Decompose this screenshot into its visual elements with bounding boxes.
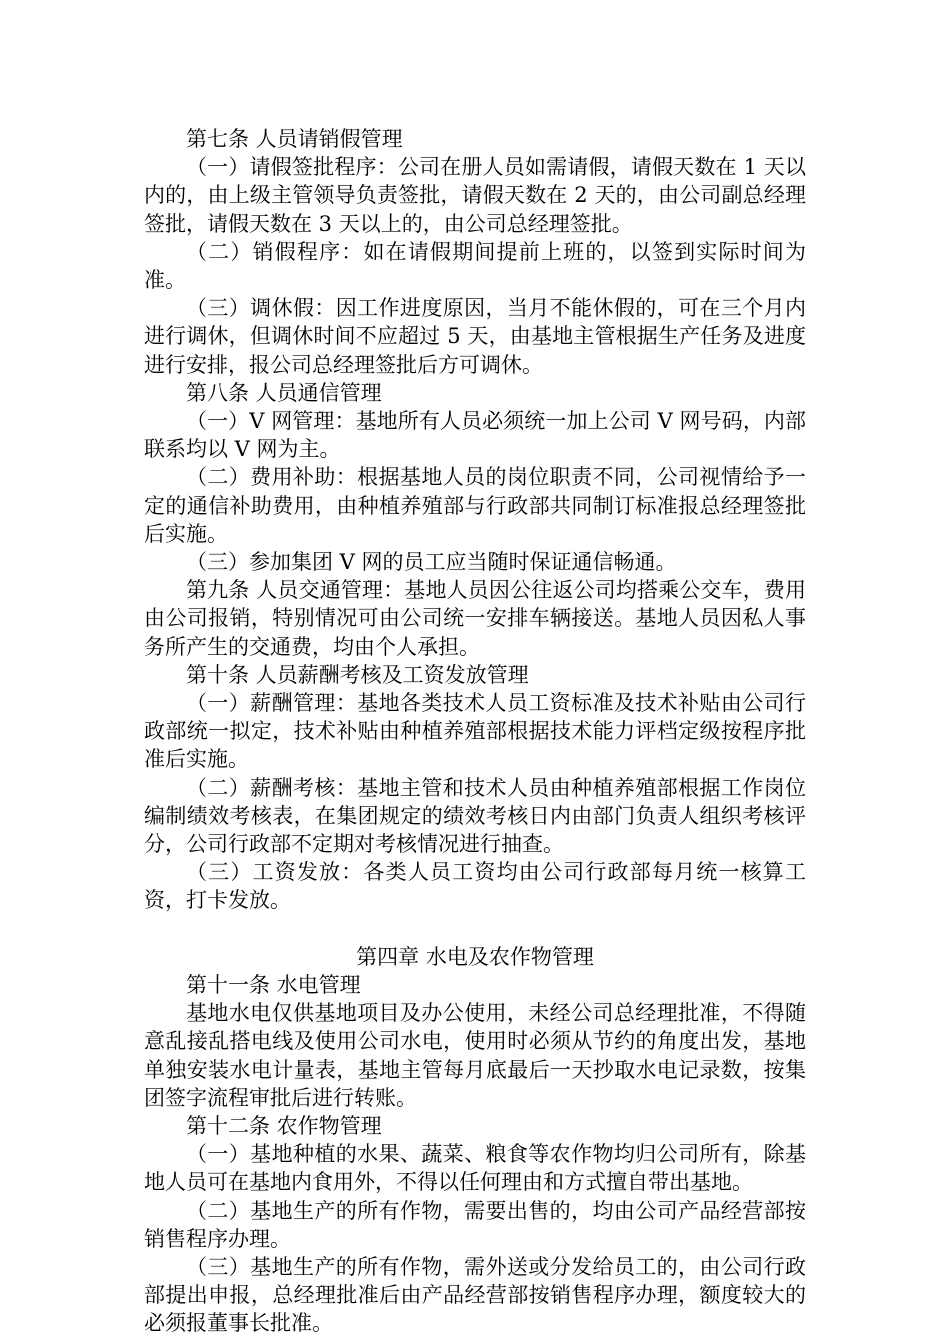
article-10-clause-3: （三）工资发放：各类人员工资均由公司行政部每月统一核算工资，打卡发放。 xyxy=(144,860,806,913)
article-7-clause-3: （三）调休假：因工作进度原因，当月不能休假的，可在三个月内进行调休，但调休时间不应超过 5 天，由基地主管根据生产任务及进度进行安排，报公司总经理签批后方可调休。 xyxy=(144,296,806,377)
article-8-clause-1: （一）V 网管理：基地所有人员必须统一加上公司 V 网号码，内部联系均以 V 网为主。 xyxy=(144,409,806,462)
article-7-clause-1: （一）请假签批程序：公司在册人员如需请假，请假天数在 1 天以内的，由上级主管领导负责签批，请假天数在 2 天的，由公司副总经理签批，请假天数在 3 天以上的，由公司总经理签批。 xyxy=(144,155,806,236)
article-11-body: 基地水电仅供基地项目及办公使用，未经公司总经理批准，不得随意乱接乱搭电线及使用公司水电，使用时必须从节约的角度出发，基地单独安装水电计量表，基地主管每月底最后一天抄取水电记录数，按集团签字流程审批后进行转账。 xyxy=(144,1001,806,1110)
article-8-clause-3: （三）参加集团 V 网的员工应当随时保证通信畅通。 xyxy=(186,550,677,575)
article-7-heading: 第七条 人员请销假管理 xyxy=(186,127,403,151)
chapter-4-title: 第四章 水电及农作物管理 xyxy=(356,944,594,969)
article-10-clause-2: （二）薪酬考核：基地主管和技术人员由种植养殖部根据工作岗位编制绩效考核表，在集团规定的绩效考核日内由部门负责人组织考核评分，公司行政部不定期对考核情况进行抽查。 xyxy=(144,775,806,857)
article-10-clause-1: （一）薪酬管理：基地各类技术人员工资标准及技术补贴由公司行政部统一拟定，技术补贴由种植养殖部根据技术能力评档定级按程序批准后实施。 xyxy=(144,691,806,772)
article-12-clause-2: （二）基地生产的所有作物，需要出售的，均由公司产品经营部按销售程序办理。 xyxy=(144,1198,806,1251)
article-9: 第九条 人员交通管理：基地人员因公往返公司均搭乘公交车，费用由公司报销，特别情况可由公司统一安排车辆接送。基地人员因私人事务所产生的交通费，均由个人承担。 xyxy=(144,578,806,659)
document-body xyxy=(144,125,806,1338)
article-11-heading: 第十一条 水电管理 xyxy=(186,972,361,997)
article-12-clause-1: （一）基地种植的水果、蔬菜、粮食等农作物均归公司所有，除基地人员可在基地内食用外，不得以任何理由和方式擅自带出基地。 xyxy=(144,1142,806,1195)
article-10-heading: 第十条 人员薪酬考核及工资发放管理 xyxy=(186,662,529,687)
article-12-clause-3: （三）基地生产的所有作物，需外送或分发给员工的，由公司行政部提出申报，总经理批准后由产品经营部按销售程序办理，额度较大的必须报董事长批准。 xyxy=(144,1254,806,1336)
article-12-heading: 第十二条 农作物管理 xyxy=(186,1113,382,1138)
article-8-heading: 第八条 人员通信管理 xyxy=(186,380,382,405)
article-8-clause-2: （二）费用补助：根据基地人员的岗位职责不同，公司视情给予一定的通信补助费用，由种植养殖部与行政部共同制订标准报总经理签批后实施。 xyxy=(144,465,806,546)
article-7-clause-2: （二）销假程序：如在请假期间提前上班的，以签到实际时间为准。 xyxy=(144,239,806,293)
